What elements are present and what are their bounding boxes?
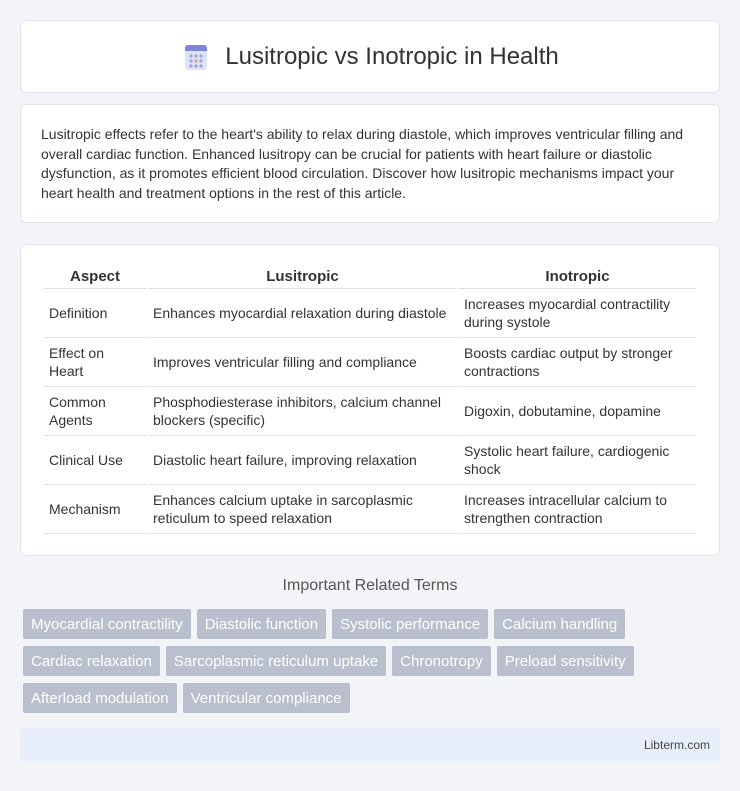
cell-lusitropic: Phosphodiesterase inhibitors, calcium channel blockers (specific) bbox=[148, 387, 457, 436]
header-aspect: Aspect bbox=[44, 265, 146, 289]
cell-aspect: Common Agents bbox=[44, 387, 146, 436]
cell-inotropic: Systolic heart failure, cardiogenic shock bbox=[459, 436, 696, 485]
cell-inotropic: Boosts cardiac output by stronger contractions bbox=[459, 338, 696, 387]
cell-lusitropic: Enhances myocardial relaxation during diastole bbox=[148, 289, 457, 338]
term-tag[interactable]: Preload sensitivity bbox=[497, 646, 634, 676]
table-header-row bbox=[44, 265, 696, 289]
page-title: Lusitropic vs Inotropic in Health bbox=[225, 42, 559, 70]
table-row bbox=[44, 436, 696, 485]
term-tag[interactable]: Sarcoplasmic reticulum uptake bbox=[166, 646, 386, 676]
header-card bbox=[20, 20, 720, 93]
footer bbox=[20, 728, 720, 761]
related-terms-title: Important Related Terms bbox=[282, 577, 458, 594]
term-tag[interactable]: Afterload modulation bbox=[23, 683, 177, 713]
document-grid-icon bbox=[181, 42, 211, 72]
term-tag[interactable]: Chronotropy bbox=[392, 646, 491, 676]
intro-text: Lusitropic effects refer to the heart's ability to relax during diastole, which improves ventricular filling and overall cardiac function. Enhanced lusitropy can be crucial for patients with heart failure or diastolic dysfunction, as it promotes efficient blood circulation. Discover how lusitropic mechanisms impact your heart health and treatment options in the rest of this article. bbox=[41, 126, 684, 201]
cell-inotropic: Increases myocardial contractility during systole bbox=[459, 289, 696, 338]
cell-aspect: Definition bbox=[44, 289, 146, 338]
cell-inotropic: Increases intracellular calcium to strengthen contraction bbox=[459, 485, 696, 534]
table-row bbox=[44, 289, 696, 338]
table-row bbox=[44, 387, 696, 436]
header-inotropic: Inotropic bbox=[459, 265, 696, 289]
cell-lusitropic: Diastolic heart failure, improving relaxation bbox=[148, 436, 457, 485]
cell-aspect: Effect on Heart bbox=[44, 338, 146, 387]
cell-aspect: Clinical Use bbox=[44, 436, 146, 485]
term-tag[interactable]: Systolic performance bbox=[332, 609, 488, 639]
term-tag[interactable]: Myocardial contractility bbox=[23, 609, 191, 639]
term-tag[interactable]: Diastolic function bbox=[197, 609, 326, 639]
footer-link[interactable]: Libterm.com bbox=[643, 737, 710, 752]
table-row bbox=[44, 485, 696, 534]
cell-lusitropic: Improves ventricular filling and compliance bbox=[148, 338, 457, 387]
cell-aspect: Mechanism bbox=[44, 485, 146, 534]
term-tag[interactable]: Ventricular compliance bbox=[183, 683, 350, 713]
comparison-table bbox=[42, 265, 698, 534]
header-lusitropic: Lusitropic bbox=[148, 265, 457, 289]
related-terms-list bbox=[23, 609, 713, 713]
intro-card bbox=[20, 104, 720, 223]
cell-lusitropic: Enhances calcium uptake in sarcoplasmic reticulum to speed relaxation bbox=[148, 485, 457, 534]
table-row bbox=[44, 338, 696, 387]
term-tag[interactable]: Calcium handling bbox=[494, 609, 625, 639]
term-tag[interactable]: Cardiac relaxation bbox=[23, 646, 160, 676]
cell-inotropic: Digoxin, dobutamine, dopamine bbox=[459, 387, 696, 436]
comparison-card bbox=[20, 244, 720, 556]
